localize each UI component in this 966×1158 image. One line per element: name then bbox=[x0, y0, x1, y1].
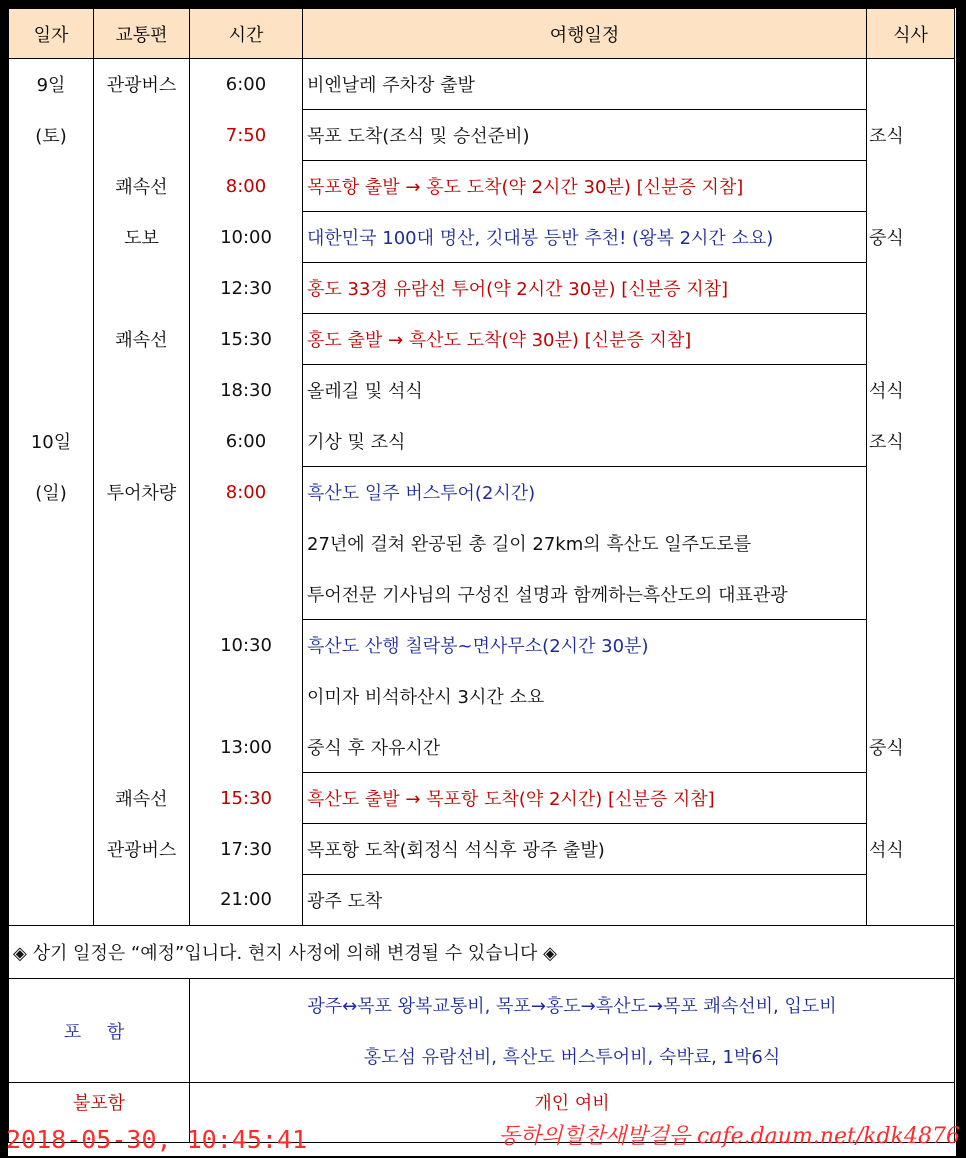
notice-row bbox=[9, 926, 955, 979]
notice-text: ◈ 상기 일정은 “예정”입니다. 현지 사정에 의해 변경될 수 있습니다 ◈ bbox=[9, 926, 955, 979]
meal-cell: 중식 bbox=[867, 722, 955, 773]
schedule-row bbox=[9, 110, 955, 161]
transport-cell: 관광버스 bbox=[94, 59, 190, 110]
meal-cell bbox=[867, 263, 955, 314]
transport-cell: 관광버스 bbox=[94, 824, 190, 875]
schedule-row bbox=[9, 314, 955, 365]
itinerary-cell: 투어전문 기사님의 구성진 설명과 함께하는흑산도의 대표관광 bbox=[303, 569, 867, 620]
meal-cell bbox=[867, 671, 955, 722]
meal-cell: 석식 bbox=[867, 365, 955, 416]
meal-cell bbox=[867, 314, 955, 365]
transport-cell bbox=[94, 722, 190, 773]
time-cell: 6:00 bbox=[190, 59, 303, 110]
date-cell bbox=[9, 671, 94, 722]
transport-cell: 쾌속선 bbox=[94, 773, 190, 824]
date-cell bbox=[9, 824, 94, 875]
itinerary-cell: 중식 후 자유시간 bbox=[303, 722, 867, 773]
itinerary-cell: 목포항 출발 → 홍도 도착(약 2시간 30분) [신분증 지참] bbox=[303, 161, 867, 212]
date-cell: (일) bbox=[9, 467, 94, 518]
schedule-row bbox=[9, 263, 955, 314]
date-cell bbox=[9, 620, 94, 671]
itinerary-cell: 홍도 출발 → 흑산도 도착(약 30분) [신분증 지참] bbox=[303, 314, 867, 365]
itinerary-table bbox=[8, 8, 955, 1143]
meal-cell: 중식 bbox=[867, 212, 955, 263]
included-label: 포 함 bbox=[9, 979, 190, 1083]
meal-cell bbox=[867, 161, 955, 212]
schedule-row bbox=[9, 824, 955, 875]
schedule-row bbox=[9, 875, 955, 926]
itinerary-cell: 비엔날레 주차장 출발 bbox=[303, 59, 867, 110]
meal-cell bbox=[867, 467, 955, 518]
time-cell: 15:30 bbox=[190, 773, 303, 824]
date-cell bbox=[9, 773, 94, 824]
header-meal: 식사 bbox=[867, 9, 955, 59]
date-cell bbox=[9, 569, 94, 620]
transport-cell bbox=[94, 518, 190, 569]
schedule-row bbox=[9, 773, 955, 824]
time-cell: 15:30 bbox=[190, 314, 303, 365]
meal-cell bbox=[867, 59, 955, 110]
date-cell bbox=[9, 314, 94, 365]
itinerary-cell: 기상 및 조식 bbox=[303, 416, 867, 467]
itinerary-cell: 이미자 비석하산시 3시간 소요 bbox=[303, 671, 867, 722]
date-cell bbox=[9, 365, 94, 416]
transport-cell bbox=[94, 416, 190, 467]
date-cell: 10일 bbox=[9, 416, 94, 467]
itinerary-cell: 목포 도착(조식 및 승선준비) bbox=[303, 110, 867, 161]
schedule-row bbox=[9, 569, 955, 620]
schedule-row bbox=[9, 212, 955, 263]
meal-cell bbox=[867, 875, 955, 926]
transport-cell bbox=[94, 569, 190, 620]
transport-cell: 투어차량 bbox=[94, 467, 190, 518]
itinerary-cell: 흑산도 출발 → 목포항 도착(약 2시간) [신분증 지참] bbox=[303, 773, 867, 824]
time-cell: 10:30 bbox=[190, 620, 303, 671]
transport-cell: 도보 bbox=[94, 212, 190, 263]
time-cell: 10:00 bbox=[190, 212, 303, 263]
schedule-row bbox=[9, 620, 955, 671]
meal-cell bbox=[867, 518, 955, 569]
transport-cell bbox=[94, 671, 190, 722]
transport-cell bbox=[94, 110, 190, 161]
time-cell: 8:00 bbox=[190, 161, 303, 212]
itinerary-cell: 흑산도 일주 버스투어(2시간) bbox=[303, 467, 867, 518]
schedule-row bbox=[9, 161, 955, 212]
itinerary-cell: 대한민국 100대 명산, 깃대봉 등반 추천! (왕복 2시간 소요) bbox=[303, 212, 867, 263]
itinerary-cell: 올레길 및 석식 bbox=[303, 365, 867, 416]
excluded-label: 불포함 bbox=[9, 1083, 190, 1143]
time-cell: 18:30 bbox=[190, 365, 303, 416]
transport-cell bbox=[94, 875, 190, 926]
time-cell bbox=[190, 518, 303, 569]
time-cell bbox=[190, 671, 303, 722]
header-row bbox=[9, 9, 955, 59]
time-cell: 7:50 bbox=[190, 110, 303, 161]
itinerary-cell: 27년에 걸쳐 완공된 총 길이 27km의 흑산도 일주도로를 bbox=[303, 518, 867, 569]
schedule-row bbox=[9, 518, 955, 569]
date-cell bbox=[9, 875, 94, 926]
date-cell bbox=[9, 722, 94, 773]
time-cell: 21:00 bbox=[190, 875, 303, 926]
schedule-row bbox=[9, 722, 955, 773]
date-cell bbox=[9, 212, 94, 263]
date-cell bbox=[9, 518, 94, 569]
time-cell: 17:30 bbox=[190, 824, 303, 875]
included-line-1: 광주↔목포 왕복교통비, 목포→홍도→흑산도→목포 쾌속선비, 입도비 bbox=[190, 979, 955, 1031]
header-date: 일자 bbox=[9, 9, 94, 59]
itinerary-cell: 홍도 33경 유람선 투어(약 2시간 30분) [신분증 지참] bbox=[303, 263, 867, 314]
transport-cell: 쾌속선 bbox=[94, 161, 190, 212]
schedule-row bbox=[9, 467, 955, 518]
time-cell: 6:00 bbox=[190, 416, 303, 467]
schedule-row bbox=[9, 365, 955, 416]
date-cell: (토) bbox=[9, 110, 94, 161]
date-cell bbox=[9, 161, 94, 212]
transport-cell bbox=[94, 263, 190, 314]
itinerary-cell: 목포항 도착(회정식 석식후 광주 출발) bbox=[303, 824, 867, 875]
header-itinerary: 여행일정 bbox=[303, 9, 867, 59]
meal-cell: 조식 bbox=[867, 110, 955, 161]
included-row bbox=[9, 979, 955, 1031]
transport-cell bbox=[94, 620, 190, 671]
transport-cell: 쾌속선 bbox=[94, 314, 190, 365]
itinerary-cell: 광주 도착 bbox=[303, 875, 867, 926]
included-line-2: 홍도섬 유람선비, 흑산도 버스투어비, 숙박료, 1박6식 bbox=[190, 1031, 955, 1083]
meal-cell bbox=[867, 773, 955, 824]
meal-cell: 조식 bbox=[867, 416, 955, 467]
time-cell bbox=[190, 569, 303, 620]
schedule-row bbox=[9, 671, 955, 722]
meal-cell: 석식 bbox=[867, 824, 955, 875]
itinerary-sheet bbox=[8, 8, 956, 1156]
date-cell bbox=[9, 263, 94, 314]
header-time: 시간 bbox=[190, 9, 303, 59]
excluded-value: 개인 여비 bbox=[190, 1083, 955, 1143]
meal-cell bbox=[867, 569, 955, 620]
watermark-datetime: 2018-05-30, 10:45:41 bbox=[6, 1125, 308, 1154]
date-cell: 9일 bbox=[9, 59, 94, 110]
transport-cell bbox=[94, 365, 190, 416]
time-cell: 8:00 bbox=[190, 467, 303, 518]
time-cell: 12:30 bbox=[190, 263, 303, 314]
time-cell: 13:00 bbox=[190, 722, 303, 773]
schedule-row bbox=[9, 416, 955, 467]
meal-cell bbox=[867, 620, 955, 671]
header-transport: 교통편 bbox=[94, 9, 190, 59]
schedule-row bbox=[9, 59, 955, 110]
watermark-credit: 동하의힐찬새발걸음 cafe.daum.net/kdk4876 bbox=[498, 1124, 960, 1149]
itinerary-cell: 흑산도 산행 칠락봉~면사무소(2시간 30분) bbox=[303, 620, 867, 671]
